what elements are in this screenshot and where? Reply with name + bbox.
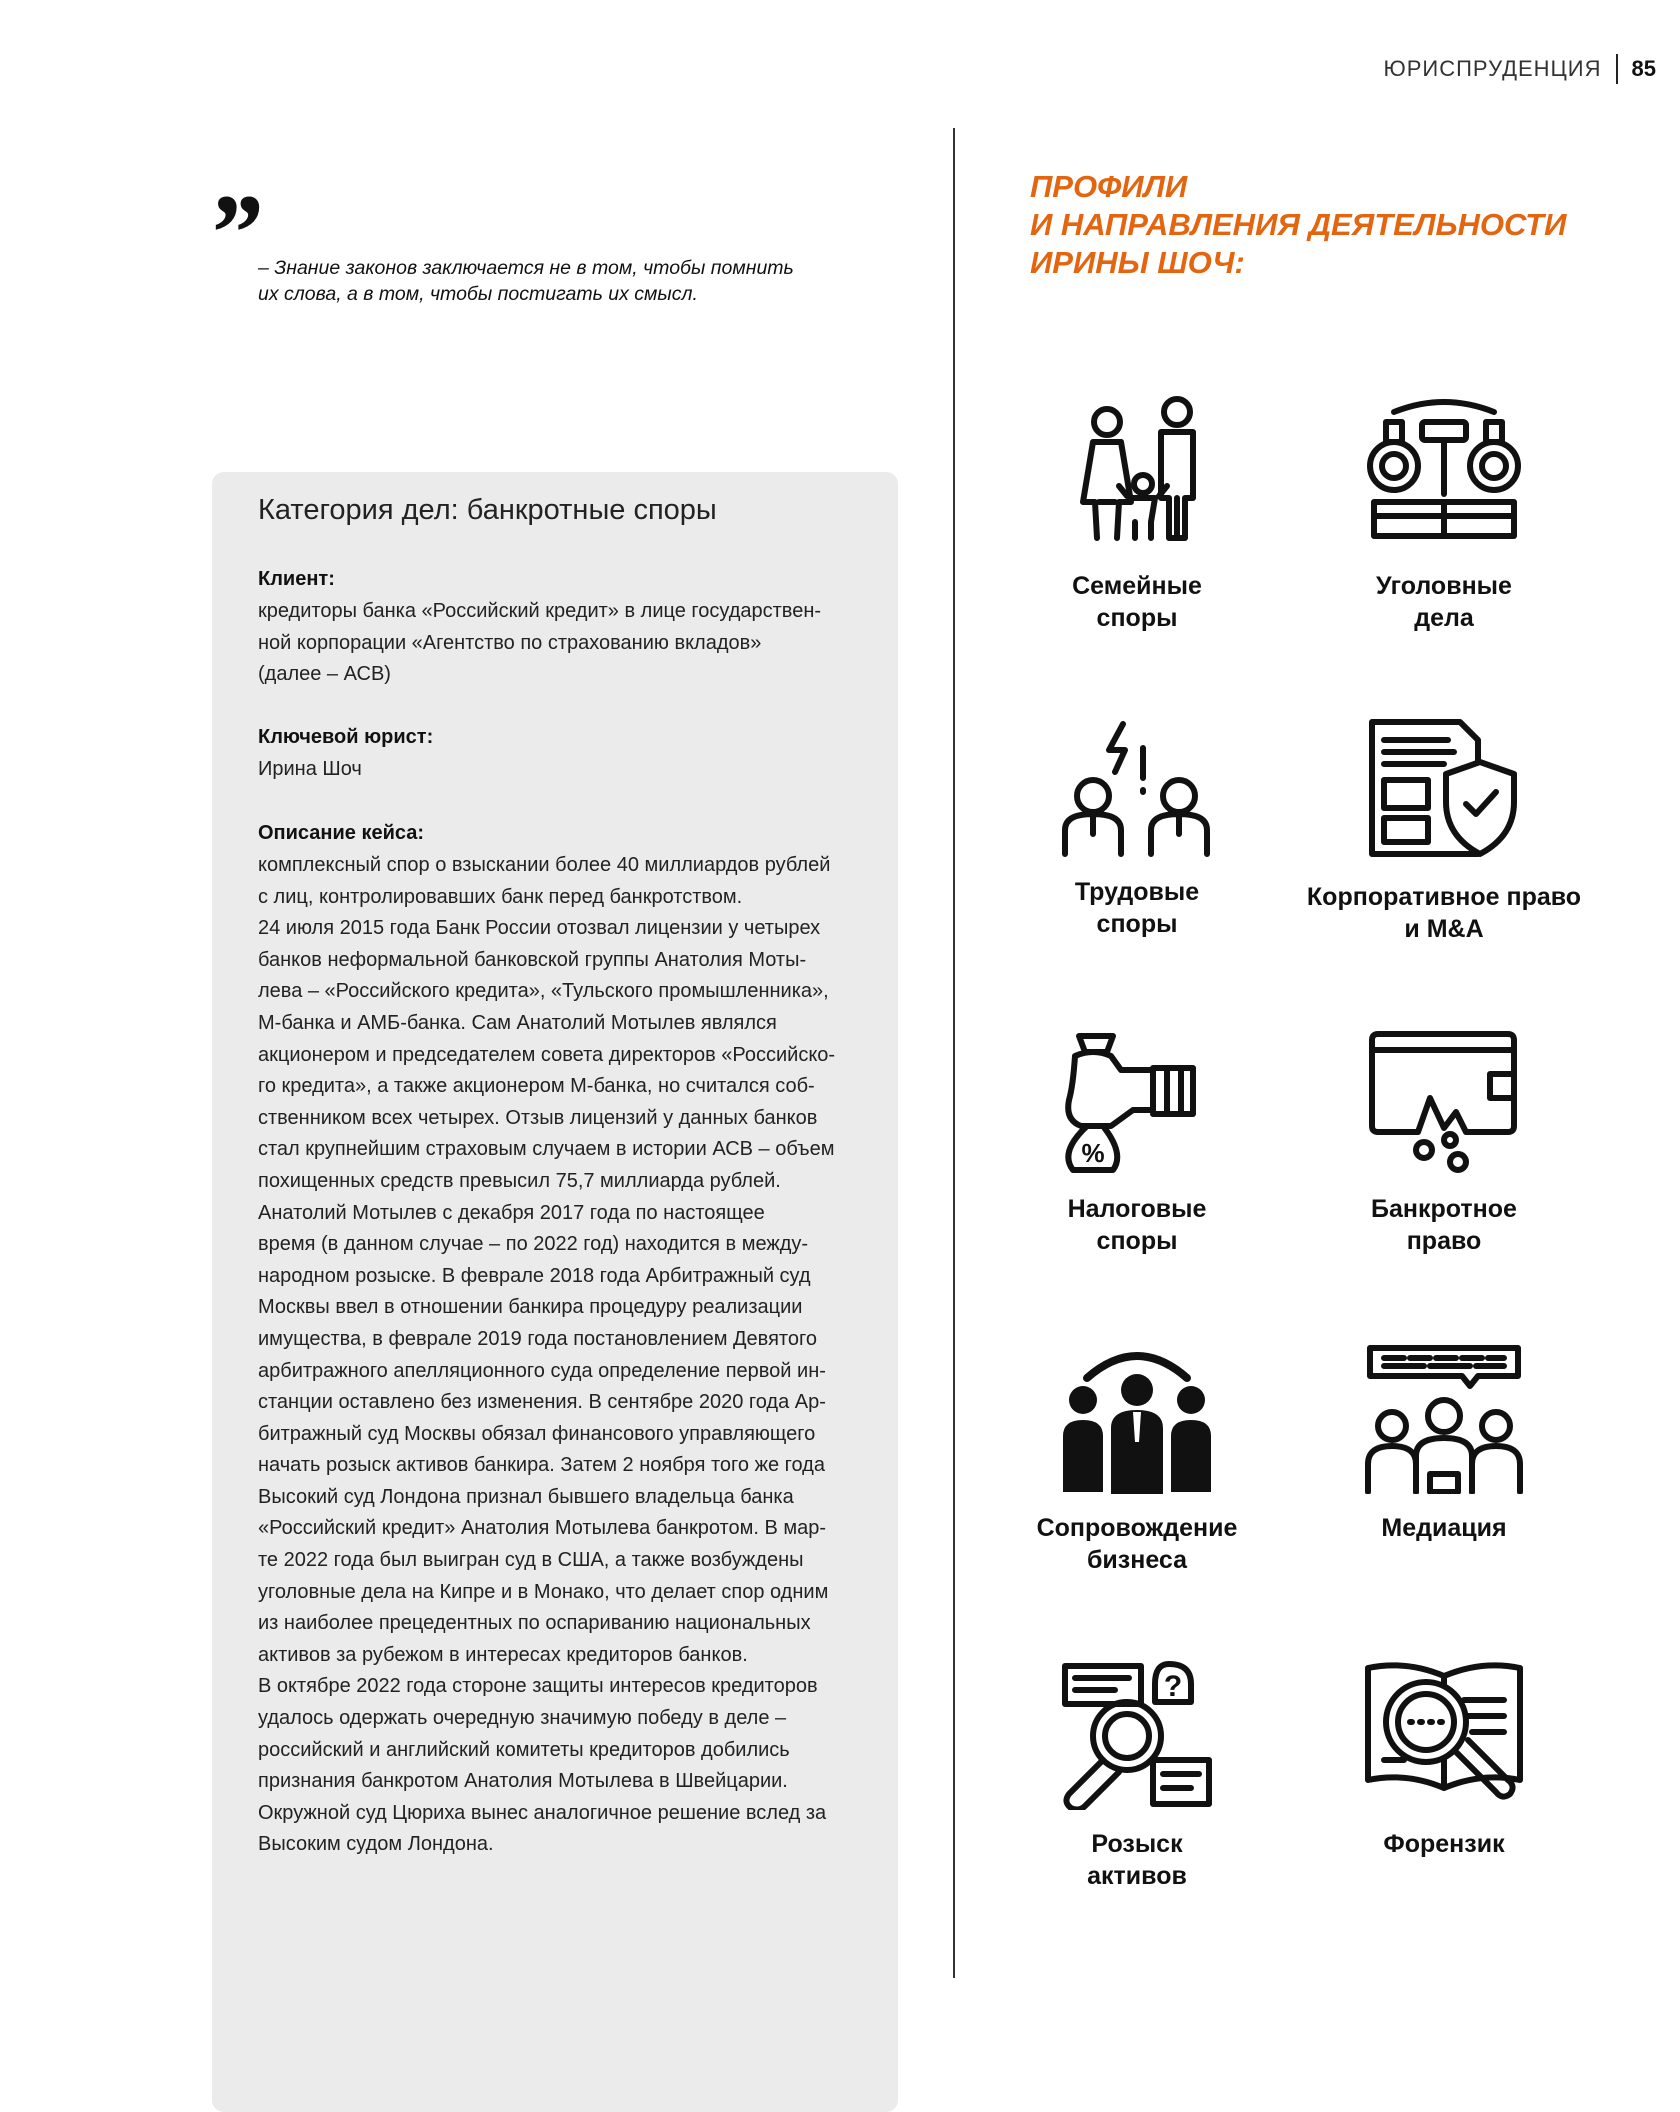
service-label: Налоговые споры (1067, 1195, 1207, 1255)
conflict-icon (1057, 718, 1217, 858)
svg-text:?: ? (1163, 1670, 1183, 1703)
client-text: кредиторы банка «Российский кредит» в лице государствен- ной корпорации «Агентство по страхованию вкладов» (далее – АСВ) (258, 600, 822, 686)
column-divider (953, 128, 955, 1978)
profiles-title: ПРОФИЛИ И НАПРАВЛЕНИЯ ДЕЯТЕЛЬНОСТИ ИРИНЫ ШОЧ: (1030, 169, 1567, 280)
service-label: Корпоративное право и M&A (1306, 883, 1582, 943)
service-label: Трудовые споры (1074, 878, 1200, 938)
section-title: ЮРИСПРУДЕНЦИЯ (1383, 56, 1602, 81)
service-label: Розыск активов (1087, 1830, 1187, 1890)
service-asset-search (997, 1660, 1277, 1892)
service-business (997, 1344, 1277, 1576)
handcuffs-gavel-icon (1364, 392, 1524, 552)
family-icon (1057, 392, 1217, 552)
lawyer-text: Ирина Шоч (258, 758, 362, 780)
service-label: Банкротное право (1371, 1195, 1517, 1255)
svg-text:%: % (1081, 1138, 1105, 1168)
service-labor (997, 718, 1277, 940)
document-shield-icon (1364, 718, 1524, 863)
asset-search-icon (1057, 1660, 1217, 1810)
lawyer-label: Ключевой юрист: (258, 726, 434, 748)
forensic-icon (1364, 1660, 1524, 1810)
service-label: Уголовные дела (1376, 572, 1512, 632)
tax-hand-icon (1057, 1030, 1217, 1175)
mediation-icon (1364, 1344, 1524, 1494)
service-label: Семейные споры (1072, 572, 1202, 632)
service-bankruptcy (1304, 1030, 1584, 1257)
service-forensic (1304, 1660, 1584, 1860)
header-divider (1616, 54, 1618, 84)
page-header (1383, 54, 1656, 84)
service-corporate (1304, 718, 1584, 945)
page-number: 85 (1631, 56, 1656, 81)
service-label: Медиация (1381, 1514, 1507, 1542)
team-icon (1057, 1344, 1217, 1494)
quote-mark: ” (206, 172, 261, 294)
service-mediation (1304, 1344, 1584, 1544)
service-family (997, 392, 1277, 634)
case-title: Категория дел: банкротные споры (258, 494, 717, 526)
description-label: Описание кейса: (258, 822, 425, 844)
service-criminal (1304, 392, 1584, 634)
quote-text: – Знание законов заключается не в том, чтобы помнить их слова, а в том, чтобы постигать их смысл. (258, 257, 794, 305)
service-label: Форензик (1383, 1830, 1505, 1858)
description-text: комплексный спор о взыскании более 40 миллиардов рублей с лиц, контролировавших банк перед банкротством. 24 июля 2015 года Банк России отозвал лицензии у четырех банков неформальной банковской группы Анатолия Моты- лева – «Российского кредита», «Тульского промышленника», М-банка и АМБ-банка. Сам Анатолий Мотылев являлся акционером и председателем совета директоров «Российско- го кредита», а также акционером М-банка, но считался соб- ственником всех четырех. Отзыв лицензий у данных банков стал крупнейшим страховым случаем в истории АСВ – объем похищенных средств превысил 75,7 миллиарда рублей. Анатолий Мотылев с декабря 2017 года по настоящее время (в данном случае – по 2022 год) находится в между- народном розыске. В феврале 2018 года Арбитражный суд Москвы ввел в отношении банкира процедуру реализации имущества, в феврале 2019 года постановлением Девятого арбитражного апелляционного суда определение первой ин- станции оставлено без изменения. В сентябре 2020 года Ар- битражный суд Москвы обязал финансового управляющего начать розыск активов банкира. Затем 2 ноября того же года Высокий суд Лондона признал бывшего владельца банка «Российский кредит» Анатолия Мотылева банкротом. В мар- те 2022 года был выигран суд в США, а также возбуждены уголовные дела на Кипре и в Монако, что делает спор одним из наиболее прецедентных по оспариванию национальных активов за рубежом в интересах кредиторов банков. В октябре 2022 года стороне защиты интересов кредиторов удалось одержать очередную значимую победу в деле – российский и английский комитеты кредиторов добились признания банкротом Анатолия Мотылева в Швейцарии. Окружной суд Цюриха вынес аналогичное решение вслед за Высоким судом Лондона. (258, 854, 836, 1856)
service-label: Сопровождение бизнеса (1036, 1514, 1238, 1574)
service-tax (997, 1030, 1277, 1257)
client-label: Клиент: (258, 568, 335, 590)
broken-wallet-icon (1364, 1030, 1524, 1175)
